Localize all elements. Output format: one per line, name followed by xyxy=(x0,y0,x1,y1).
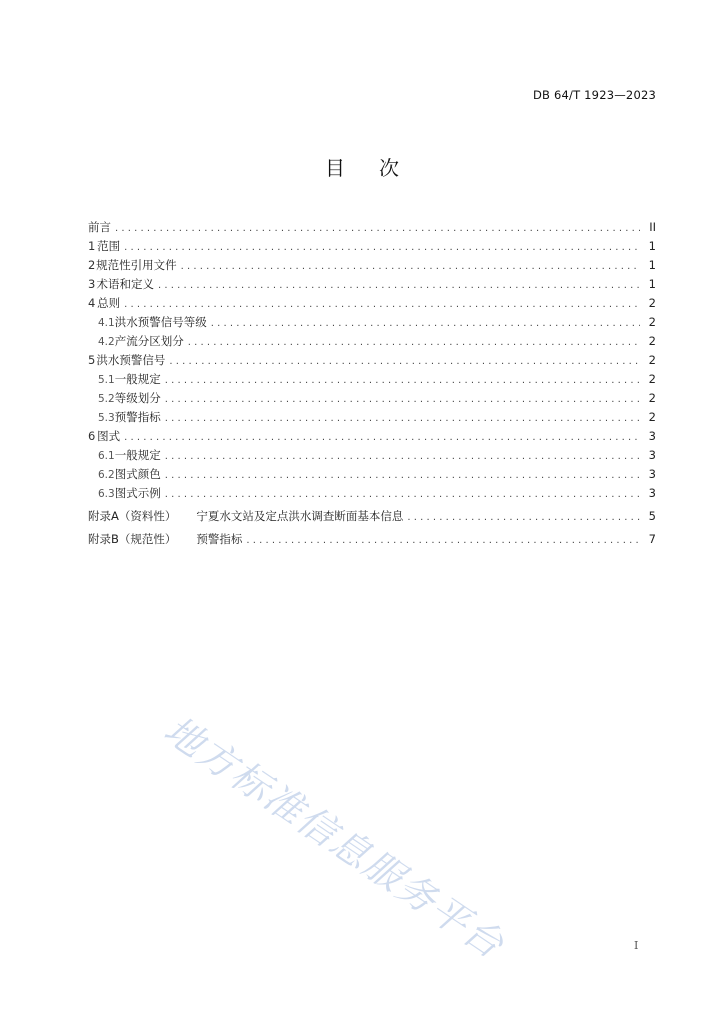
toc-entry-label: 规范性引用文件 xyxy=(96,258,177,272)
toc-entry-number: 5.2 xyxy=(98,393,115,405)
toc-entry-page: 2 xyxy=(648,372,656,386)
toc-entry-number: 5.1 xyxy=(98,374,115,386)
toc-entry-label: 总则 xyxy=(97,296,121,310)
toc-entry-page: 1 xyxy=(648,239,656,253)
toc-entry-5-3[interactable] xyxy=(88,408,656,427)
toc-entry-normative-references[interactable] xyxy=(88,256,656,275)
toc-leader xyxy=(124,295,640,313)
toc-entry-label: 前言 xyxy=(88,220,111,234)
toc-entry-5-1[interactable] xyxy=(88,370,656,389)
toc-entry-6-2[interactable] xyxy=(88,465,656,484)
toc-entry-4-1[interactable] xyxy=(88,313,656,332)
toc-entry-number: 2 xyxy=(88,258,96,272)
toc-entry-number: 5.3 xyxy=(98,412,115,424)
toc-entry-symbols[interactable] xyxy=(88,427,656,446)
toc-entry-number: 4 xyxy=(88,296,96,310)
toc-entry-page: 7 xyxy=(648,532,656,546)
toc-entry-label: 洪水预警信号等级 xyxy=(114,315,207,329)
toc-entry-page: 2 xyxy=(648,391,656,405)
toc-leader xyxy=(165,447,640,465)
toc-appendix-designation: 附录A（资料性） xyxy=(88,509,177,523)
toc-entry-number: 6.1 xyxy=(98,450,115,462)
toc-entry-label: 图式 xyxy=(97,429,121,443)
toc-entry-page: 3 xyxy=(648,467,656,481)
toc-entry-6-1[interactable] xyxy=(88,446,656,465)
footer-page-number: I xyxy=(634,939,639,952)
toc-entry-page: 3 xyxy=(648,486,656,500)
toc-entry-appendix-a[interactable] xyxy=(88,507,656,526)
toc-entry-page: 2 xyxy=(648,296,656,310)
toc-entry-label: 图式示例 xyxy=(114,486,161,500)
toc-entry-page: 2 xyxy=(648,410,656,424)
toc-entry-label: 预警指标 xyxy=(114,410,161,424)
toc-entry-number: 3 xyxy=(88,277,96,291)
toc-entry-terms[interactable] xyxy=(88,275,656,294)
toc-leader xyxy=(124,428,640,446)
document-id: DB 64/T 1923—2023 xyxy=(532,88,656,102)
toc-leader xyxy=(165,390,640,408)
table-of-contents xyxy=(88,218,656,549)
toc-entry-label: 图式颜色 xyxy=(114,467,161,481)
toc-entry-page: 1 xyxy=(648,258,656,272)
toc-entry-foreword[interactable] xyxy=(88,218,656,237)
toc-entry-number: 6.2 xyxy=(98,469,115,481)
toc-entry-page: 2 xyxy=(648,334,656,348)
toc-leader xyxy=(115,219,640,237)
toc-entry-general[interactable] xyxy=(88,294,656,313)
toc-leader xyxy=(165,466,640,484)
toc-entry-label: 术语和定义 xyxy=(96,277,155,291)
toc-appendix-designation: 附录B（规范性） xyxy=(88,532,177,546)
toc-leader xyxy=(169,352,640,370)
toc-entry-6-3[interactable] xyxy=(88,484,656,503)
toc-entry-number: 5 xyxy=(88,353,96,367)
toc-entry-number: 4.1 xyxy=(98,317,115,329)
toc-entry-page: 1 xyxy=(648,277,656,291)
toc-entry-label: 预警指标 xyxy=(196,532,243,546)
toc-entry-label: 等级划分 xyxy=(114,391,161,405)
toc-entry-5-2[interactable] xyxy=(88,389,656,408)
toc-leader xyxy=(181,257,640,275)
page-title: 目次 xyxy=(325,156,433,180)
toc-entry-label: 一般规定 xyxy=(114,372,161,386)
toc-leader xyxy=(165,409,640,427)
toc-entry-page: 5 xyxy=(648,509,656,523)
toc-leader xyxy=(165,371,640,389)
toc-entry-page: II xyxy=(649,220,656,234)
toc-entry-page: 3 xyxy=(648,448,656,462)
toc-leader xyxy=(407,508,640,526)
toc-entry-label: 宁夏水文站及定点洪水调查断面基本信息 xyxy=(196,509,404,523)
watermark-text: 地方标准信息服务平台 xyxy=(156,707,513,968)
toc-entry-label: 产流分区划分 xyxy=(114,334,184,348)
toc-entry-page: 2 xyxy=(648,353,656,367)
toc-leader xyxy=(124,238,640,256)
toc-entry-4-2[interactable] xyxy=(88,332,656,351)
toc-entry-number: 1 xyxy=(88,239,96,253)
toc-entry-label: 范围 xyxy=(97,239,121,253)
toc-entry-page: 3 xyxy=(648,429,656,443)
toc-leader xyxy=(165,485,640,503)
toc-leader xyxy=(211,314,640,332)
toc-entry-scope[interactable] xyxy=(88,237,656,256)
toc-entry-label: 一般规定 xyxy=(114,448,161,462)
toc-entry-number: 6 xyxy=(88,429,96,443)
toc-entry-number: 4.2 xyxy=(98,336,115,348)
toc-entry-label: 洪水预警信号 xyxy=(96,353,166,367)
toc-entry-flood-warning[interactable] xyxy=(88,351,656,370)
toc-leader xyxy=(188,333,640,351)
toc-entry-number: 6.3 xyxy=(98,488,115,500)
toc-leader xyxy=(158,276,640,294)
toc-entry-page: 2 xyxy=(648,315,656,329)
toc-leader xyxy=(246,531,640,549)
toc-entry-appendix-b[interactable] xyxy=(88,530,656,549)
